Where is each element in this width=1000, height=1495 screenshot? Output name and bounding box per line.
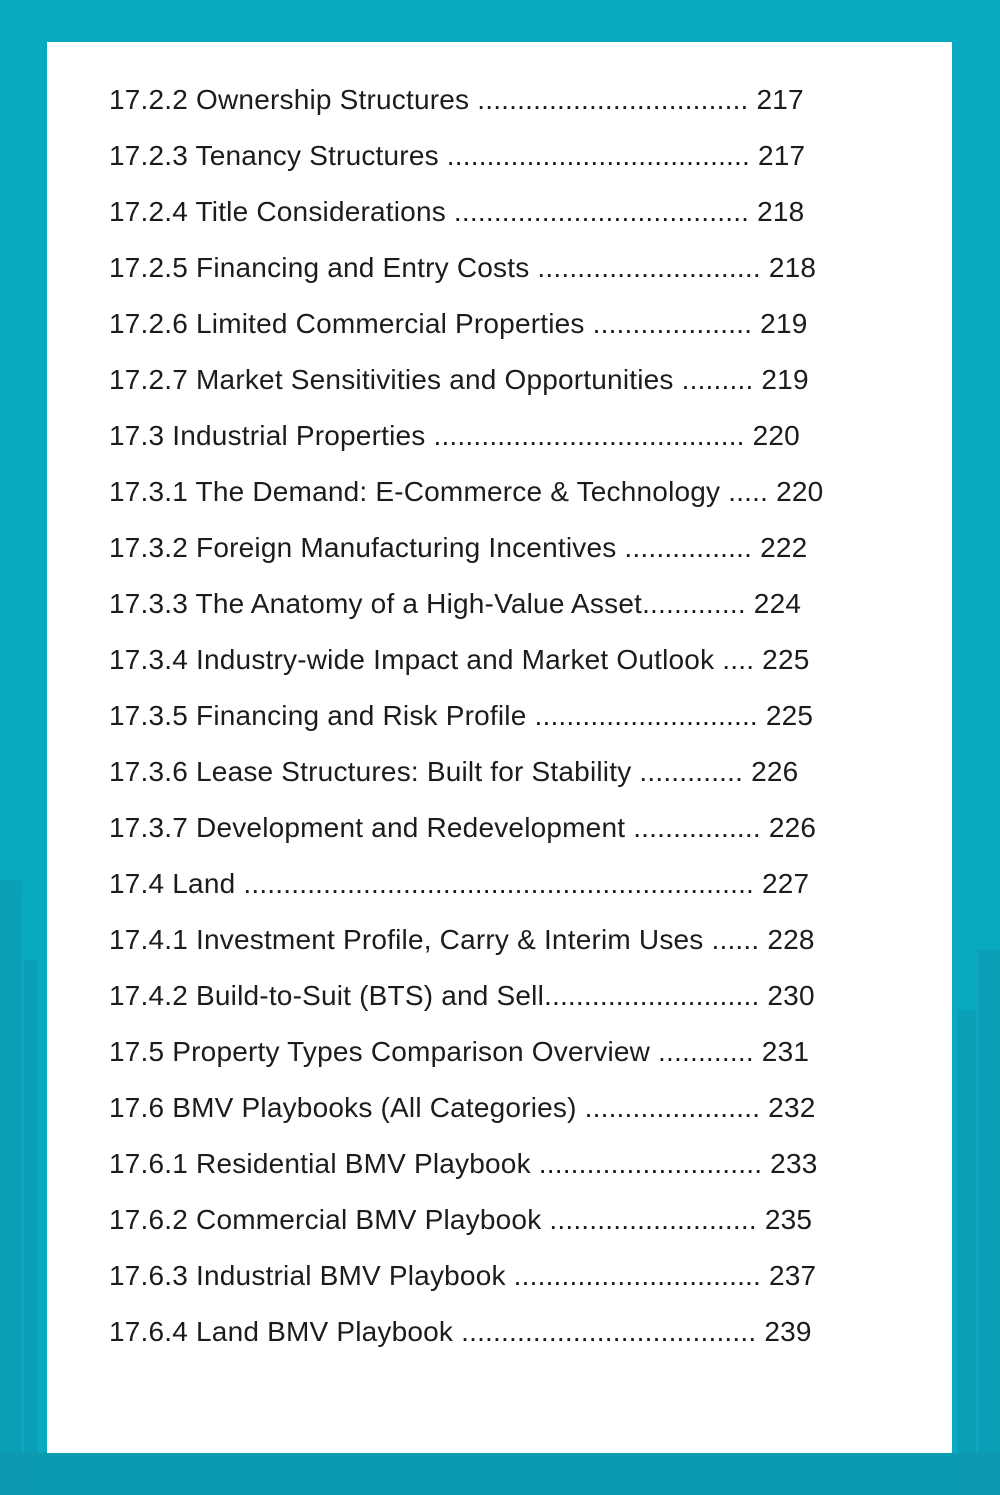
toc-page [47, 42, 952, 1453]
toc-page-number: 222 [760, 532, 808, 563]
toc-page-number: 227 [762, 868, 810, 899]
toc-entry-title: 17.6.3 Industrial BMV Playbook [109, 1260, 506, 1291]
toc-page-number: 230 [767, 980, 815, 1011]
toc-entry[interactable] [109, 413, 909, 469]
toc-page-number: 239 [764, 1316, 812, 1347]
toc-dot-leader: ...................................... [438, 140, 758, 171]
toc-entry-title: 17.3.2 Foreign Manufacturing Incentives [109, 532, 617, 563]
toc-entry-title: 17.2.7 Market Sensitivities and Opportunities [109, 364, 674, 395]
toc-page-number: 217 [756, 84, 804, 115]
toc-entry[interactable] [109, 1309, 909, 1365]
toc-entry[interactable] [109, 637, 909, 693]
toc-dot-leader: ............................ [529, 252, 769, 283]
toc-dot-leader: ...................... [576, 1092, 769, 1123]
toc-page-number: 220 [776, 476, 824, 507]
toc-page-number: 232 [768, 1092, 816, 1123]
toc-entry-title: 17.3.4 Industry-wide Impact and Market Outlook [109, 644, 715, 675]
toc-entry-title: 17.3.7 Development and Redevelopment [109, 812, 626, 843]
toc-page-number: 219 [761, 364, 809, 395]
toc-dot-leader: ................ [616, 532, 761, 563]
toc-page-number: 219 [760, 308, 808, 339]
toc-dot-leader: ........................... [543, 980, 768, 1011]
toc-entry[interactable] [109, 1197, 909, 1253]
toc-entry[interactable] [109, 805, 909, 861]
toc-entry[interactable] [109, 357, 909, 413]
toc-entry-title: 17.4.1 Investment Profile, Carry & Interim Uses [109, 924, 704, 955]
toc-page-number: 231 [761, 1036, 810, 1067]
toc-entry-title: 17.2.2 Ownership Structures [109, 84, 470, 115]
toc-entry-title: 17.2.6 Limited Commercial Properties [109, 308, 585, 339]
toc-page-number: 226 [768, 812, 817, 843]
toc-entry-title: 17.3.1 The Demand: E-Commerce & Technology [109, 476, 721, 507]
toc-entry[interactable] [109, 1141, 909, 1197]
toc-page-number: 233 [770, 1148, 818, 1179]
toc-page-number: 228 [767, 924, 815, 955]
toc-dot-leader: ............. [631, 756, 752, 787]
toc-entry-title: 17.2.4 Title Considerations [109, 196, 446, 227]
toc-entry[interactable] [109, 525, 909, 581]
toc-page-number: 225 [765, 700, 814, 731]
toc-dot-leader: ....................................... [425, 420, 753, 451]
toc-entry-title: 17.6.1 Residential BMV Playbook [109, 1148, 531, 1179]
toc-entry[interactable] [109, 973, 909, 1029]
toc-entry[interactable] [109, 245, 909, 301]
toc-dot-leader: ............. [642, 588, 754, 619]
toc-entry-title: 17.3.5 Financing and Risk Profile [109, 700, 527, 731]
toc-dot-leader: ............................ [530, 1148, 771, 1179]
toc-dot-leader: ............................... [505, 1260, 769, 1291]
toc-entry-title: 17.6.4 Land BMV Playbook [109, 1316, 454, 1347]
toc-page-number: 237 [769, 1260, 817, 1291]
toc-dot-leader: ..... [720, 476, 777, 507]
toc-page-number: 225 [762, 644, 810, 675]
toc-page-number: 220 [752, 420, 800, 451]
toc-dot-leader: ................................................................ [235, 868, 763, 899]
toc-entry[interactable] [109, 469, 909, 525]
toc-entry[interactable] [109, 861, 909, 917]
toc-entry-title: 17.3.6 Lease Structures: Built for Stability [109, 756, 632, 787]
toc-entry[interactable] [109, 749, 909, 805]
toc-entry-title: 17.6.2 Commercial BMV Playbook [109, 1204, 542, 1235]
toc-dot-leader: .................................. [469, 84, 757, 115]
toc-entry[interactable] [109, 301, 909, 357]
toc-entry[interactable] [109, 917, 909, 973]
toc-dot-leader: .................... [584, 308, 761, 339]
toc-page-number: 224 [753, 588, 802, 619]
toc-page-number: 226 [751, 756, 799, 787]
toc-entry[interactable] [109, 581, 909, 637]
toc-page-number: 235 [764, 1204, 813, 1235]
toc-page-number: 217 [757, 140, 806, 171]
toc-entry-title: 17.4.2 Build-to-Suit (BTS) and Sell [109, 980, 544, 1011]
toc-entry-title: 17.6 BMV Playbooks (All Categories) [109, 1092, 577, 1123]
table-of-contents [109, 77, 909, 1365]
toc-entry-title: 17.3 Industrial Properties [109, 420, 426, 451]
toc-entry-title: 17.3.3 The Anatomy of a High-Value Asset [109, 588, 643, 619]
toc-entry[interactable] [109, 1029, 909, 1085]
toc-dot-leader: ..................................... [453, 1316, 765, 1347]
toc-dot-leader: ..................................... [445, 196, 758, 227]
toc-dot-leader: ............ [650, 1036, 762, 1067]
toc-dot-leader: .......................... [541, 1204, 765, 1235]
toc-entry-title: 17.2.3 Tenancy Structures [109, 140, 439, 171]
toc-entry[interactable] [109, 133, 909, 189]
toc-entry[interactable] [109, 1085, 909, 1141]
toc-entry[interactable] [109, 693, 909, 749]
toc-entry-title: 17.5 Property Types Comparison Overview [109, 1036, 651, 1067]
toc-entry[interactable] [109, 77, 909, 133]
toc-entry[interactable] [109, 189, 909, 245]
toc-dot-leader: ......... [673, 364, 762, 395]
toc-entry[interactable] [109, 1253, 909, 1309]
toc-entry-title: 17.2.5 Financing and Entry Costs [109, 252, 530, 283]
toc-page-number: 218 [757, 196, 805, 227]
toc-dot-leader: ............................ [526, 700, 766, 731]
toc-dot-leader: .... [714, 644, 763, 675]
toc-dot-leader: ................ [625, 812, 769, 843]
toc-entry-title: 17.4 Land [109, 868, 236, 899]
toc-page-number: 218 [768, 252, 817, 283]
toc-dot-leader: ...... [703, 924, 768, 955]
